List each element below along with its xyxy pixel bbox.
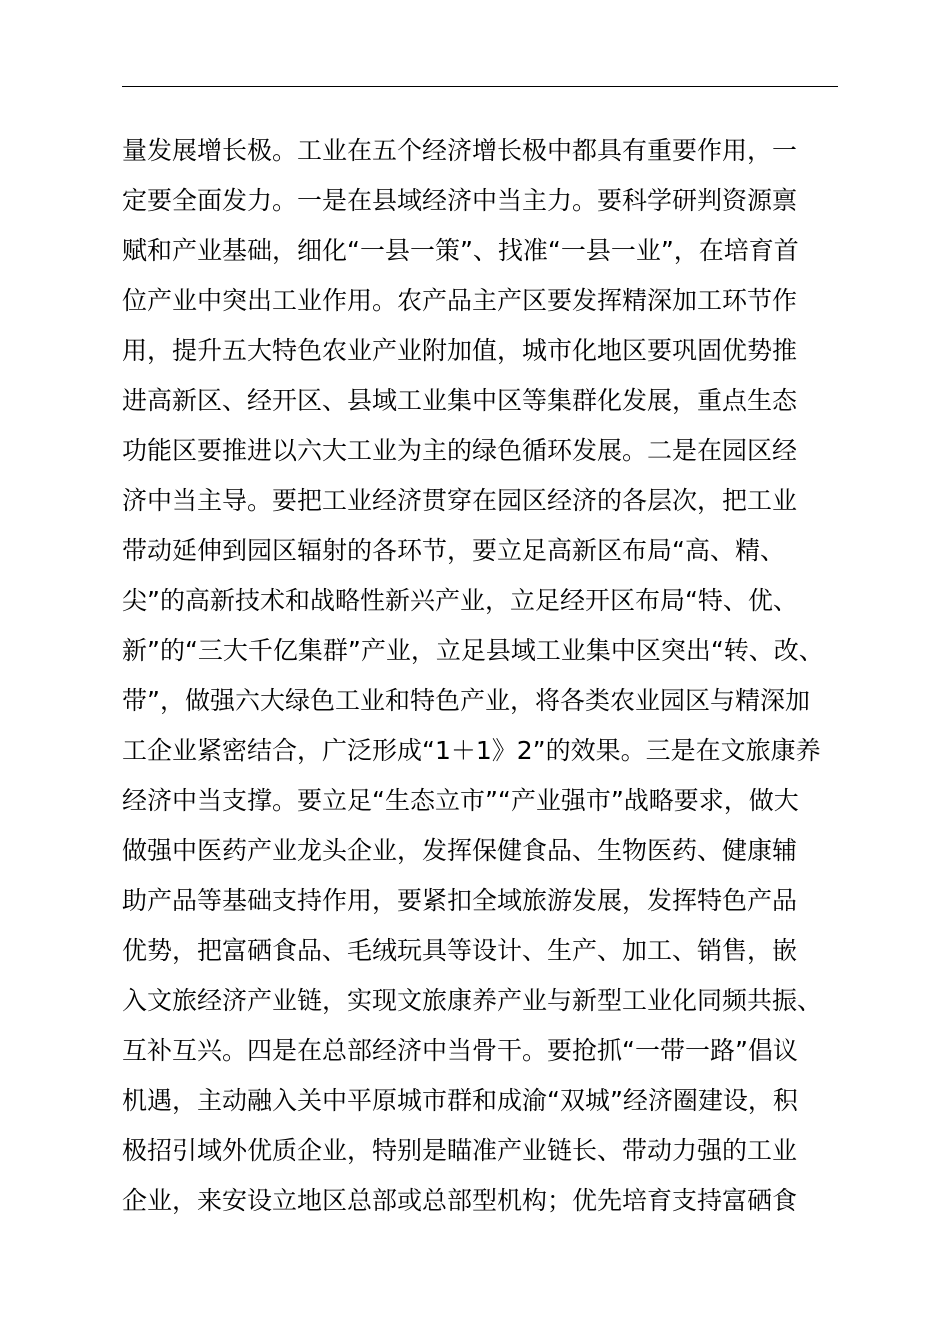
text-line-18: 入文旅经济产业链，实现文旅康养产业与新型工业化同频共振、: [122, 986, 823, 1015]
text-line-20: 机遇，主动融入关中平原城市群和成渝“双城”经济圈建设，积: [122, 1086, 798, 1115]
text-line-13: 工企业紧密结合，广泛形成“1＋1》2”的效果。三是在文旅康养: [122, 736, 821, 765]
text-line-2: 定要全面发力。一是在县域经济中当主力。要科学研判资源禀: [122, 186, 798, 215]
text-line-15: 做强中医药产业龙头企业，发挥保健食品、生物医药、健康辅: [122, 836, 798, 865]
text-line-22: 企业，来安设立地区总部或总部型机构；优先培育支持富硒食: [122, 1186, 798, 1215]
text-line-12: 带”，做强六大绿色工业和特色产业，将各类农业园区与精深加: [122, 686, 810, 715]
text-line-4: 位产业中突出工业作用。农产品主产区要发挥精深加工环节作: [122, 286, 798, 315]
text-line-9: 带动延伸到园区辐射的各环节，要立足高新区布局“高、精、: [122, 536, 785, 565]
text-line-7: 功能区要推进以六大工业为主的绿色循环发展。二是在园区经: [122, 436, 798, 465]
text-line-3: 赋和产业基础，细化“一县一策”、找准“一县一业”，在培育首: [122, 236, 799, 265]
text-line-10: 尖”的高新技术和战略性新兴产业，立足经开区布局“特、优、: [122, 586, 798, 615]
text-line-19: 互补互兴。四是在总部经济中当骨干。要抢抓“一带一路”倡议: [122, 1036, 798, 1065]
text-line-8: 济中当主导。要把工业经济贯穿在园区经济的各层次，把工业: [122, 486, 798, 515]
text-line-21: 极招引域外优质企业，特别是瞄准产业链长、带动力强的工业: [122, 1136, 798, 1165]
text-line-6: 进高新区、经开区、县域工业集中区等集群化发展，重点生态: [122, 386, 798, 415]
text-line-11: 新”的“三大千亿集群”产业，立足县域工业集中区突出“转、改、: [122, 636, 824, 665]
text-line-16: 助产品等基础支持作用，要紧扣全域旅游发展，发挥特色产品: [122, 886, 798, 915]
text-line-5: 用，提升五大特色农业产业附加值，城市化地区要巩固优势推: [122, 336, 798, 365]
header-rule: [122, 86, 838, 87]
body-paragraph: [122, 126, 862, 1226]
text-line-14: 经济中当支撑。要立足“生态立市”“产业强市”战略要求，做大: [122, 786, 799, 815]
text-line-1: 量发展增长极。工业在五个经济增长极中都具有重要作用，一: [122, 136, 798, 165]
text-line-17: 优势，把富硒食品、毛绒玩具等设计、生产、加工、销售，嵌: [122, 936, 798, 965]
